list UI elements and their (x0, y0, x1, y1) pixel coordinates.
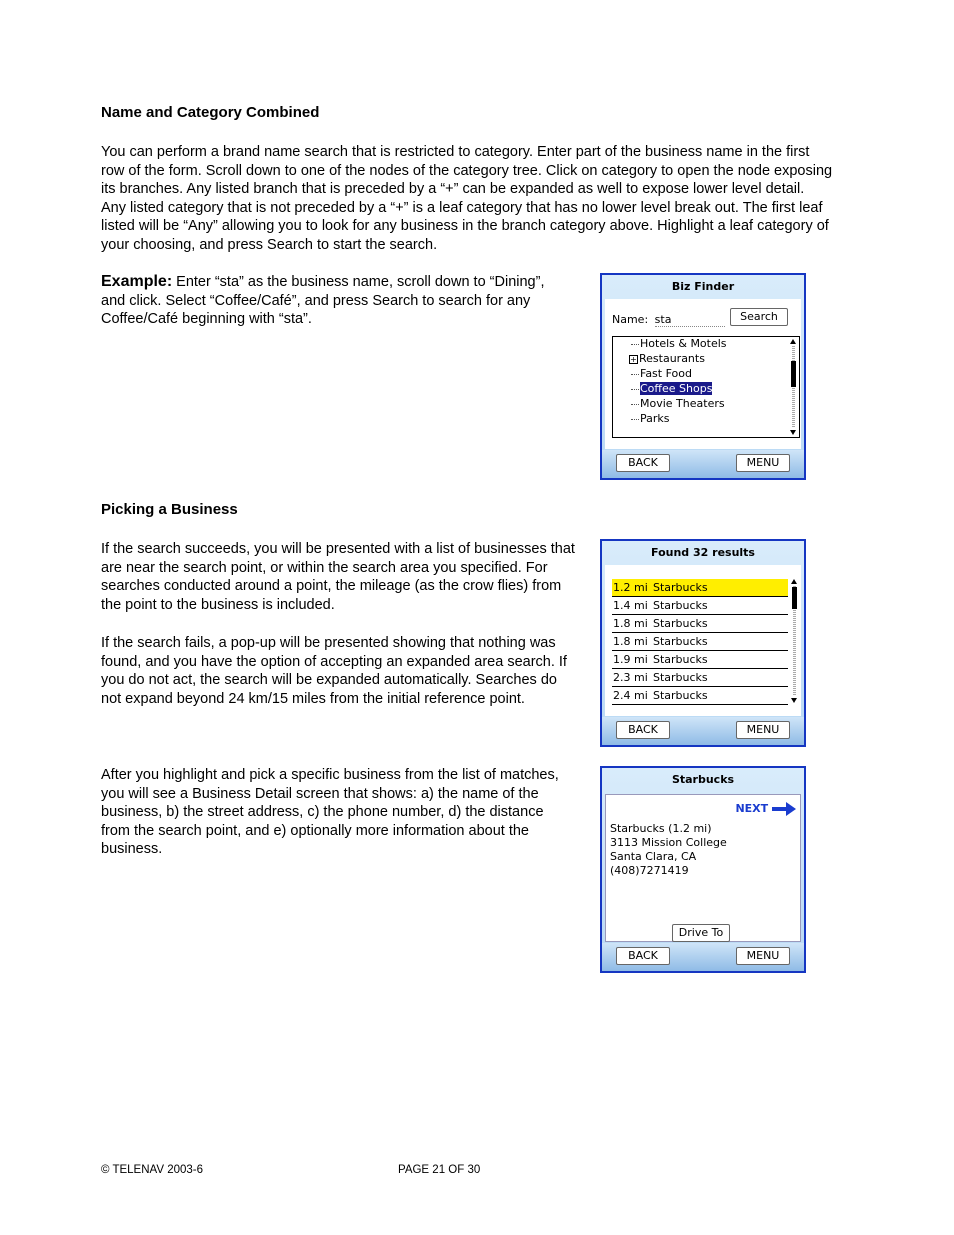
back-button[interactable]: BACK (616, 721, 670, 739)
result-distance: 2.3 mi (613, 671, 648, 684)
business-phone: (408)7271419 (610, 864, 689, 877)
results-scrollbar[interactable] (791, 579, 798, 703)
result-distance: 1.9 mi (613, 653, 648, 666)
para-line: business, b) the street address, c) the phone number, d) the distance (101, 804, 544, 821)
para-line: you do not act, the search will be expanded automatically. Searches do (101, 672, 557, 689)
para-line: listed will be “Any” allowing you to look for any business in the branch category above. Highlight a leaf category of (101, 218, 829, 235)
result-distance: 2.4 mi (613, 689, 648, 702)
scroll-track (792, 346, 795, 428)
screen-title: Biz Finder (671, 280, 735, 293)
next-label: NEXT (735, 802, 769, 815)
para-line: not expand beyond 24 km/15 miles from the initial reference point. (101, 690, 525, 707)
para-line: searches conducted around a point, the mileage (as the crow flies) from (101, 578, 562, 595)
screen-title: Starbucks (671, 773, 735, 786)
business-name: Starbucks (1.2 mi) (610, 822, 712, 835)
tree-item-label: Hotels & Motels (640, 337, 727, 350)
section-heading-picking: Picking a Business (101, 501, 238, 518)
para-line: After you highlight and pick a specific business from the list of matches, (101, 767, 559, 783)
tree-scrollbar[interactable] (790, 339, 797, 435)
para-line: Any listed category that is not preceded by a “+” is a leaf category that has no lower level break out. The first leaf (101, 199, 823, 216)
scroll-thumb[interactable] (792, 587, 797, 609)
tree-item-label: Restaurants (639, 352, 705, 365)
result-distance: 1.8 mi (613, 635, 648, 648)
results-screenshot (600, 539, 806, 747)
next-arrow-icon (772, 802, 796, 816)
para-line: If the search fails, a pop-up will be presented showing that nothing was (101, 635, 556, 651)
result-row[interactable] (612, 633, 788, 651)
para-line: row of the form. Scroll down to one of the nodes of the category tree. Click on category to open the node exposing (101, 162, 833, 179)
para-line: business. (101, 841, 163, 858)
tree-item-label-selected: Coffee Shops (640, 382, 713, 395)
tree-item-label: Parks (640, 412, 670, 425)
screen-title: Found 32 results (651, 546, 755, 559)
tree-item-label: Movie Theaters (640, 397, 725, 410)
menu-button[interactable]: MENU (736, 721, 790, 739)
result-row[interactable] (612, 579, 788, 597)
search-fail-paragraph (101, 634, 567, 708)
tree-item-fast-food[interactable] (631, 367, 692, 381)
tree-item-movie-theaters[interactable] (631, 397, 725, 411)
expand-plus-icon[interactable]: + (630, 354, 637, 364)
biz-finder-screen (602, 275, 804, 478)
result-name: Starbucks (653, 671, 708, 684)
name-field-row (612, 313, 725, 327)
back-button[interactable]: BACK (616, 454, 670, 472)
result-row[interactable] (612, 615, 788, 633)
bottom-bar (602, 943, 804, 971)
result-distance: 1.4 mi (613, 599, 648, 612)
para-line: you will see a Business Detail screen that shows: a) the name of the (101, 785, 539, 802)
scroll-up-icon[interactable] (791, 579, 797, 584)
result-distance: 1.8 mi (613, 617, 648, 630)
name-category-paragraph (101, 143, 832, 255)
result-row[interactable] (612, 597, 788, 615)
next-link[interactable] (735, 802, 796, 816)
scroll-down-icon[interactable] (791, 698, 797, 703)
bottom-bar (602, 450, 804, 478)
search-button[interactable]: Search (730, 308, 788, 326)
results-screen (602, 541, 804, 745)
scroll-thumb[interactable] (791, 361, 796, 387)
biz-finder-screenshot (600, 273, 806, 480)
tree-item-parks[interactable] (631, 412, 670, 426)
para-line: found, and you have the option of accepting an expanded area search. If (101, 653, 567, 670)
bottom-bar (602, 717, 804, 745)
name-label: Name: (612, 313, 649, 326)
tree-item-hotels[interactable] (631, 337, 727, 351)
footer-page-number: PAGE 21 OF 30 (398, 1164, 481, 1176)
business-detail-screenshot (600, 766, 806, 973)
business-detail-screen (602, 768, 804, 971)
para-line: You can perform a brand name search that is restricted to category. Enter part of the business name in the first (101, 144, 810, 160)
tree-item-coffee-shops[interactable] (631, 382, 712, 396)
tree-item-label: Fast Food (640, 367, 692, 380)
para-line: are near the search point, or within the search area you specified. For (101, 559, 548, 576)
tree-item-restaurants[interactable] (631, 352, 705, 366)
name-input[interactable]: sta (655, 313, 725, 327)
business-address: 3113 Mission College (610, 836, 727, 849)
result-name: Starbucks (653, 599, 708, 612)
back-button[interactable]: BACK (616, 947, 670, 965)
result-name: Starbucks (653, 617, 708, 630)
para-line: Enter “sta” as the business name, scroll down to “Dining”, (172, 274, 545, 290)
para-line: your choosing, and press Search to start the search. (101, 236, 438, 253)
scroll-down-icon[interactable] (790, 430, 796, 435)
business-city: Santa Clara, CA (610, 850, 697, 863)
para-line: and click. Select “Coffee/Café”, and press Search to search for any (101, 292, 531, 309)
menu-button[interactable]: MENU (736, 454, 790, 472)
business-detail-paragraph (101, 766, 559, 859)
drive-to-button[interactable]: Drive To (672, 924, 730, 942)
result-name: Starbucks (653, 635, 708, 648)
para-line: If the search succeeds, you will be presented with a list of businesses that (101, 541, 575, 557)
scroll-up-icon[interactable] (790, 339, 796, 344)
example-paragraph (101, 273, 544, 329)
menu-button[interactable]: MENU (736, 947, 790, 965)
search-success-paragraph (101, 540, 575, 614)
result-row[interactable] (612, 651, 788, 669)
para-line: Coffee/Café beginning with “sta”. (101, 311, 312, 328)
result-name: Starbucks (653, 689, 708, 702)
example-label: Example: (101, 273, 173, 290)
result-name: Starbucks (653, 653, 708, 666)
category-tree[interactable] (612, 336, 800, 438)
para-line: its branches. Any listed branch that is preceded by a “+” can be expanded as well to expose lower level detail. (101, 181, 805, 198)
result-name: Starbucks (653, 581, 708, 594)
para-line: the point to the business is included. (101, 596, 335, 613)
result-row[interactable] (612, 687, 788, 705)
para-line: from the search point, and e) optionally more information about the (101, 822, 529, 839)
footer-copyright: © TELENAV 2003-6 (101, 1164, 204, 1176)
result-distance: 1.2 mi (613, 581, 648, 594)
section-heading-name-category: Name and Category Combined (101, 104, 320, 121)
result-row[interactable] (612, 669, 788, 687)
